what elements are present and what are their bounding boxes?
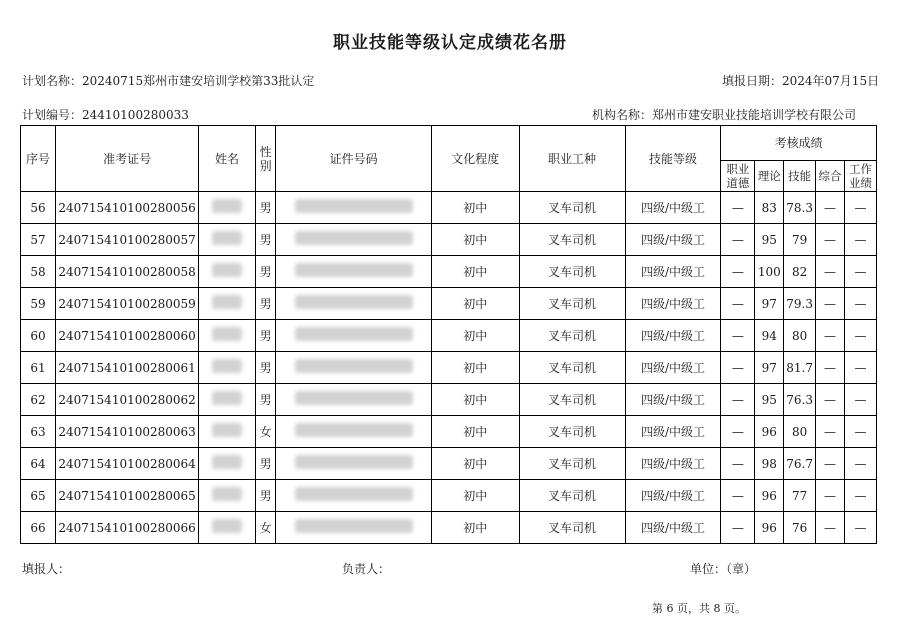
cell-gender: 女 (255, 512, 276, 544)
cell-ethics: — (721, 256, 755, 288)
cell-gender: 男 (255, 224, 276, 256)
cell-seq: 62 (21, 384, 56, 416)
cell-job: 叉车司机 (519, 512, 625, 544)
cell-skill: 82 (784, 256, 816, 288)
redaction-blur (212, 391, 242, 405)
cell-comp: — (816, 352, 845, 384)
cell-comp: — (816, 480, 845, 512)
cell-theory: 96 (755, 480, 784, 512)
cell-level: 四级/中级工 (625, 448, 721, 480)
redaction-blur (295, 455, 413, 469)
redaction-blur (295, 327, 413, 341)
cell-gender: 男 (255, 320, 276, 352)
cell-work: — (844, 224, 876, 256)
cell-gender: 男 (255, 192, 276, 224)
redaction-blur (212, 295, 242, 309)
header-skill: 技能 (784, 161, 816, 192)
cell-skill: 76.7 (784, 448, 816, 480)
cell-seq: 60 (21, 320, 56, 352)
cell-job: 叉车司机 (519, 320, 625, 352)
table-row (21, 256, 877, 288)
cell-name-redacted (199, 192, 256, 224)
cell-comp: — (816, 512, 845, 544)
cell-idno-redacted (276, 320, 432, 352)
page-indicator: 第 6 页，共 8 页。 (652, 602, 746, 615)
redaction-blur (295, 487, 413, 501)
header-job: 职业工种 (519, 126, 625, 192)
cell-level: 四级/中级工 (625, 352, 721, 384)
cell-theory: 97 (755, 288, 784, 320)
redaction-blur (295, 359, 413, 373)
cell-name-redacted (199, 288, 256, 320)
cell-ethics: — (721, 512, 755, 544)
cell-seq: 58 (21, 256, 56, 288)
cell-work: — (844, 416, 876, 448)
cell-idno-redacted (276, 512, 432, 544)
redaction-blur (212, 199, 242, 213)
cell-ticket: 240715410100280062 (56, 384, 199, 416)
cell-edu: 初中 (431, 256, 519, 288)
cell-ethics: — (721, 352, 755, 384)
cell-comp: — (816, 384, 845, 416)
header-edu: 文化程度 (431, 126, 519, 192)
document-title: 职业技能等级认定成绩花名册 (333, 33, 567, 53)
cell-name-redacted (199, 256, 256, 288)
cell-idno-redacted (276, 288, 432, 320)
unit-seal-label: 单位：（章） (690, 562, 757, 576)
cell-name-redacted (199, 448, 256, 480)
header-seq: 序号 (21, 126, 56, 192)
cell-job: 叉车司机 (519, 448, 625, 480)
redaction-blur (212, 359, 242, 373)
cell-level: 四级/中级工 (625, 224, 721, 256)
cell-work: — (844, 320, 876, 352)
cell-theory: 97 (755, 352, 784, 384)
cell-edu: 初中 (431, 224, 519, 256)
cell-seq: 61 (21, 352, 56, 384)
cell-idno-redacted (276, 448, 432, 480)
table-row (21, 224, 877, 256)
cell-skill: 76 (784, 512, 816, 544)
table-row (21, 320, 877, 352)
cell-ticket: 240715410100280060 (56, 320, 199, 352)
redaction-blur (295, 519, 413, 533)
cell-comp: — (816, 320, 845, 352)
plan-name: 计划名称：20240715郑州市建安培训学校第33批认定 (22, 74, 315, 88)
header-ethics: 职业道德 (721, 161, 755, 192)
plan-number: 计划编号：24410100280033 (22, 108, 189, 122)
cell-level: 四级/中级工 (625, 416, 721, 448)
cell-comp: — (816, 192, 845, 224)
cell-level: 四级/中级工 (625, 320, 721, 352)
table-row (21, 384, 877, 416)
cell-job: 叉车司机 (519, 256, 625, 288)
cell-gender: 女 (255, 416, 276, 448)
cell-comp: — (816, 256, 845, 288)
cell-comp: — (816, 288, 845, 320)
cell-work: — (844, 256, 876, 288)
cell-gender: 男 (255, 352, 276, 384)
cell-job: 叉车司机 (519, 480, 625, 512)
cell-gender: 男 (255, 480, 276, 512)
redaction-blur (295, 199, 413, 213)
cell-level: 四级/中级工 (625, 384, 721, 416)
cell-ethics: — (721, 288, 755, 320)
cell-job: 叉车司机 (519, 352, 625, 384)
cell-ticket: 240715410100280058 (56, 256, 199, 288)
cell-theory: 94 (755, 320, 784, 352)
cell-seq: 65 (21, 480, 56, 512)
redaction-blur (295, 423, 413, 437)
cell-ethics: — (721, 320, 755, 352)
cell-ticket: 240715410100280065 (56, 480, 199, 512)
cell-skill: 81.7 (784, 352, 816, 384)
header-comprehensive: 综合 (816, 161, 845, 192)
cell-job: 叉车司机 (519, 192, 625, 224)
cell-seq: 57 (21, 224, 56, 256)
cell-comp: — (816, 416, 845, 448)
cell-edu: 初中 (431, 192, 519, 224)
cell-edu: 初中 (431, 512, 519, 544)
filler-label: 填报人： (22, 562, 71, 576)
cell-theory: 96 (755, 416, 784, 448)
cell-name-redacted (199, 480, 256, 512)
header-idno: 证件号码 (276, 126, 432, 192)
cell-edu: 初中 (431, 480, 519, 512)
table-row (21, 448, 877, 480)
redaction-blur (295, 263, 413, 277)
responsible-label: 负责人： (342, 562, 391, 576)
organization-name: 机构名称：郑州市建安职业技能培训学校有限公司 (592, 108, 857, 122)
cell-gender: 男 (255, 256, 276, 288)
fill-date: 填报日期：2024年07月15日 (722, 74, 880, 88)
cell-comp: — (816, 224, 845, 256)
cell-name-redacted (199, 224, 256, 256)
cell-idno-redacted (276, 352, 432, 384)
cell-work: — (844, 288, 876, 320)
cell-ethics: — (721, 416, 755, 448)
cell-name-redacted (199, 320, 256, 352)
cell-level: 四级/中级工 (625, 480, 721, 512)
cell-idno-redacted (276, 192, 432, 224)
redaction-blur (212, 455, 242, 469)
cell-idno-redacted (276, 384, 432, 416)
cell-job: 叉车司机 (519, 416, 625, 448)
cell-name-redacted (199, 416, 256, 448)
header-ticket: 准考证号 (56, 126, 199, 192)
cell-ethics: — (721, 192, 755, 224)
cell-seq: 64 (21, 448, 56, 480)
cell-ticket: 240715410100280066 (56, 512, 199, 544)
cell-ethics: — (721, 224, 755, 256)
cell-job: 叉车司机 (519, 384, 625, 416)
cell-work: — (844, 352, 876, 384)
cell-job: 叉车司机 (519, 288, 625, 320)
cell-name-redacted (199, 352, 256, 384)
table-row (21, 192, 877, 224)
header-scores-group: 考核成绩 (721, 126, 877, 161)
cell-idno-redacted (276, 224, 432, 256)
score-roster-table (20, 125, 877, 544)
table-row (21, 480, 877, 512)
redaction-blur (212, 423, 242, 437)
cell-skill: 76.3 (784, 384, 816, 416)
cell-idno-redacted (276, 416, 432, 448)
cell-work: — (844, 192, 876, 224)
cell-ethics: — (721, 480, 755, 512)
cell-seq: 59 (21, 288, 56, 320)
cell-level: 四级/中级工 (625, 256, 721, 288)
redaction-blur (212, 327, 242, 341)
cell-idno-redacted (276, 256, 432, 288)
cell-comp: — (816, 448, 845, 480)
cell-seq: 66 (21, 512, 56, 544)
table-row (21, 512, 877, 544)
redaction-blur (295, 295, 413, 309)
cell-level: 四级/中级工 (625, 192, 721, 224)
cell-gender: 男 (255, 384, 276, 416)
redaction-blur (212, 231, 242, 245)
cell-ticket: 240715410100280057 (56, 224, 199, 256)
cell-work: — (844, 480, 876, 512)
cell-edu: 初中 (431, 352, 519, 384)
header-work-perf: 工作业绩 (844, 161, 876, 192)
cell-theory: 83 (755, 192, 784, 224)
cell-skill: 80 (784, 416, 816, 448)
redaction-blur (212, 487, 242, 501)
cell-ticket: 240715410100280063 (56, 416, 199, 448)
cell-skill: 79.3 (784, 288, 816, 320)
cell-gender: 男 (255, 288, 276, 320)
cell-level: 四级/中级工 (625, 512, 721, 544)
cell-name-redacted (199, 512, 256, 544)
header-theory: 理论 (755, 161, 784, 192)
redaction-blur (295, 231, 413, 245)
cell-skill: 80 (784, 320, 816, 352)
cell-ethics: — (721, 448, 755, 480)
cell-ticket: 240715410100280064 (56, 448, 199, 480)
redaction-blur (295, 391, 413, 405)
cell-skill: 77 (784, 480, 816, 512)
cell-idno-redacted (276, 480, 432, 512)
cell-edu: 初中 (431, 448, 519, 480)
cell-ticket: 240715410100280061 (56, 352, 199, 384)
cell-job: 叉车司机 (519, 224, 625, 256)
header-gender: 性别 (255, 126, 276, 192)
cell-theory: 98 (755, 448, 784, 480)
cell-gender: 男 (255, 448, 276, 480)
table-row (21, 416, 877, 448)
cell-skill: 78.3 (784, 192, 816, 224)
cell-ticket: 240715410100280056 (56, 192, 199, 224)
cell-work: — (844, 448, 876, 480)
cell-theory: 95 (755, 384, 784, 416)
cell-ethics: — (721, 384, 755, 416)
cell-work: — (844, 384, 876, 416)
header-name: 姓名 (199, 126, 256, 192)
cell-theory: 96 (755, 512, 784, 544)
cell-seq: 56 (21, 192, 56, 224)
cell-name-redacted (199, 384, 256, 416)
cell-skill: 79 (784, 224, 816, 256)
redaction-blur (212, 519, 242, 533)
cell-theory: 100 (755, 256, 784, 288)
cell-edu: 初中 (431, 288, 519, 320)
cell-theory: 95 (755, 224, 784, 256)
roster-body (21, 192, 877, 544)
table-row (21, 352, 877, 384)
cell-level: 四级/中级工 (625, 288, 721, 320)
redaction-blur (212, 263, 242, 277)
cell-edu: 初中 (431, 320, 519, 352)
cell-ticket: 240715410100280059 (56, 288, 199, 320)
table-row (21, 288, 877, 320)
cell-work: — (844, 512, 876, 544)
cell-edu: 初中 (431, 416, 519, 448)
cell-edu: 初中 (431, 384, 519, 416)
cell-seq: 63 (21, 416, 56, 448)
header-level: 技能等级 (625, 126, 721, 192)
